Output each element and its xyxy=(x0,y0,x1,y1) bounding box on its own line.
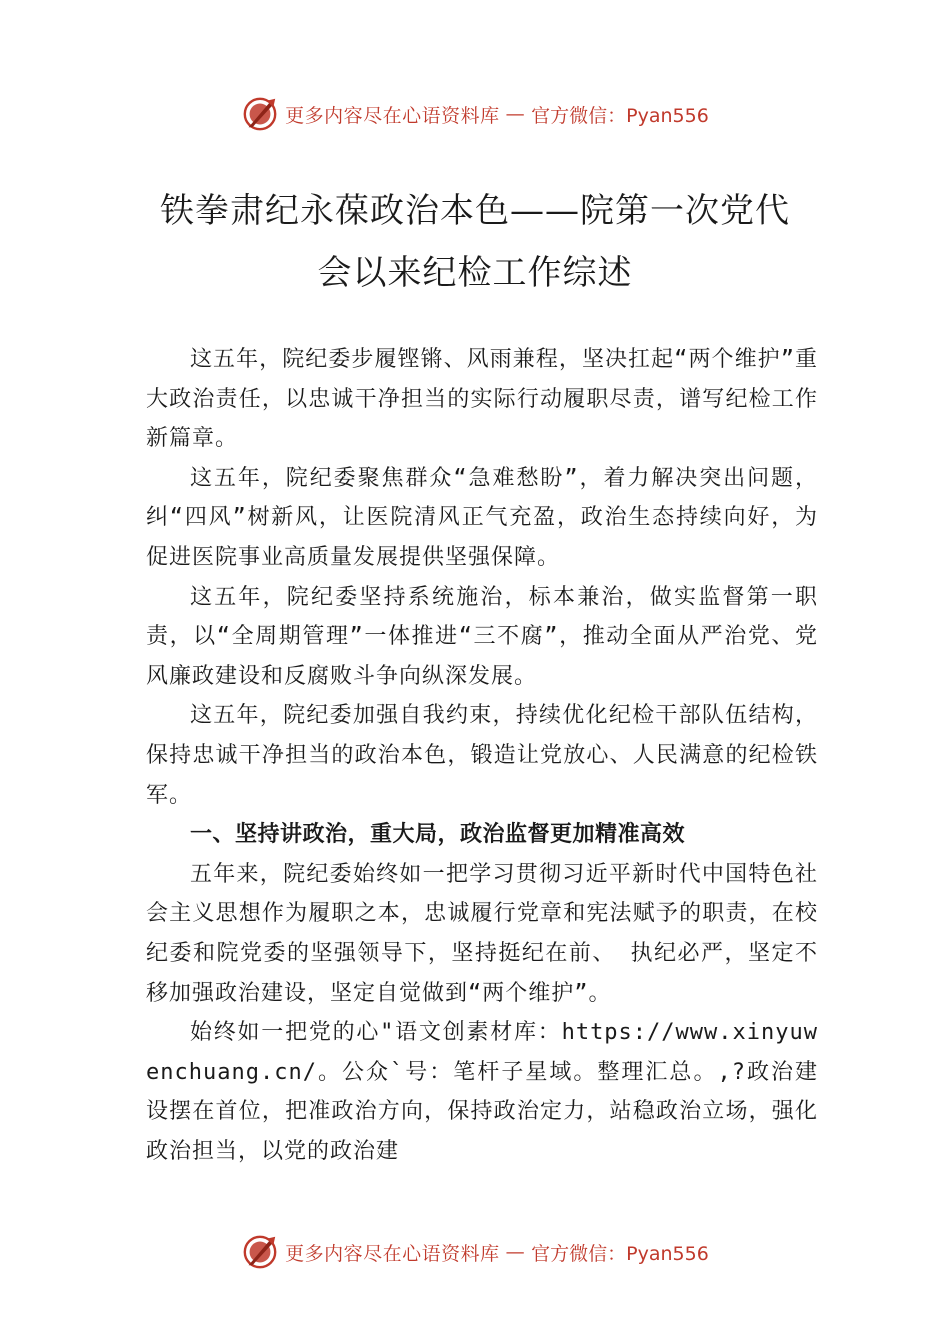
paragraph-6: 始终如一把党的心"语文创素材库：https://www.xinyuwenchuang.cn/。公众`号：笔杆子星域。整理汇总。,?政治建设摆在首位，把准政治方向，保持政治定力，站稳政治立场，强化政治担当，以党的政治建 xyxy=(146,1020,818,1164)
title-line-1: 铁拳肃纪永葆政治本色——院第一次党代 xyxy=(160,191,790,231)
quill-logo-icon xyxy=(241,1233,279,1271)
paragraph-1: 这五年，院纪委步履铿锵、风雨兼程，坚决扛起“两个维护”重大政治责任，以忠诚干净担当的实际行动履职尽责，谱写纪检工作新篇章。 xyxy=(146,347,818,452)
header-banner xyxy=(0,92,950,136)
banner-separator: — xyxy=(505,1241,526,1263)
paragraph-5: 五年来，院纪委始终如一把学习贯彻习近平新时代中国特色社会主义思想作为履职之本，忠诚履行党章和宪法赋予的职责，在校纪委和院党委的坚强领导下，坚持挺纪在前、 执纪必严，坚定不移加强政治建设，坚定自觉做到“两个维护”。 xyxy=(146,861,818,1006)
brand-name: 更多内容尽在心语资料库 xyxy=(285,104,500,127)
wechat-id: 官方微信：Pyan556 xyxy=(531,1242,709,1265)
footer-banner xyxy=(0,1230,950,1274)
title-line-2: 会以来纪检工作综述 xyxy=(317,253,633,293)
wechat-id: 官方微信：Pyan556 xyxy=(531,104,709,127)
document-title xyxy=(120,180,830,304)
banner-separator: — xyxy=(505,103,526,125)
section-heading-1: 一、坚持讲政治，重大局，政治监督更加精准高效 xyxy=(190,822,686,848)
brand-name: 更多内容尽在心语资料库 xyxy=(285,1242,500,1265)
quill-logo-icon xyxy=(241,95,279,133)
document-body xyxy=(146,340,818,1171)
paragraph-3: 这五年，院纪委坚持系统施治，标本兼治，做实监督第一职责，以“全周期管理”一体推进“三不腐”，推动全面从严治党、党风廉政建设和反腐败斗争向纵深发展。 xyxy=(146,584,818,689)
paragraph-2: 这五年，院纪委聚焦群众“急难愁盼”，着力解决突出问题，纠“四风”树新风，让医院清风正气充盈，政治生态持续向好，为促进医院事业高质量发展提供坚强保障。 xyxy=(146,465,818,570)
paragraph-4: 这五年，院纪委加强自我约束，持续优化纪检干部队伍结构，保持忠诚干净担当的政治本色，锻造让党放心、人民满意的纪检铁军。 xyxy=(146,703,818,808)
